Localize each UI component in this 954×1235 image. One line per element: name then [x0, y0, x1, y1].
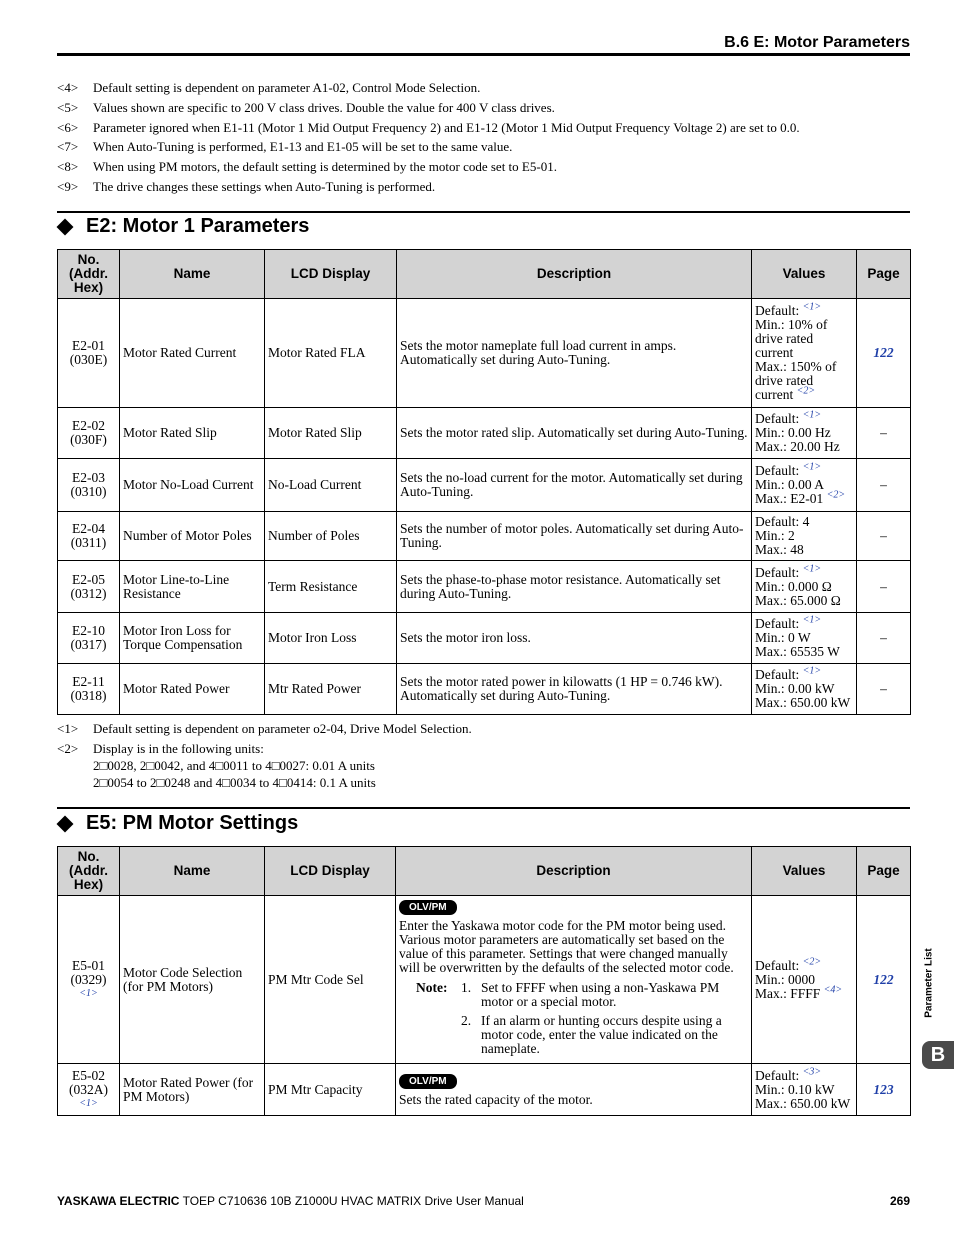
table-row — [58, 1064, 911, 1116]
side-tab[interactable] — [922, 938, 936, 1028]
diamond-bullet-icon — [57, 815, 74, 832]
param-page — [857, 1064, 911, 1116]
note-text: If an alarm or hunting occurs despite using a motor code, enter the value indicated on the nameplate. — [481, 1013, 722, 1056]
footnote-key: <1> — [57, 721, 79, 736]
param-values — [752, 1064, 857, 1116]
param-lcd: Motor Rated Slip — [265, 408, 397, 459]
param-page: – — [857, 512, 911, 561]
value-default: Default: — [755, 1067, 800, 1083]
e2-heading — [57, 215, 309, 238]
value-default: Default: — [755, 411, 800, 426]
footnote-text: Display is in the following units: — [93, 741, 264, 756]
param-description: Sets the phase-to-phase motor resistance. Automatically set during Auto-Tuning. — [397, 561, 752, 613]
note-num: 2. — [461, 1013, 472, 1028]
note-text: Set to FFFF when using a non-Yaskawa PM motor or a special motor. — [481, 980, 720, 1009]
footnote-text: 2□0054 to 2□0248 and 4□0034 to 4□0414: 0.1 A units — [93, 775, 376, 790]
value-min: Min.: 10% of drive rated current — [755, 317, 828, 360]
param-description: Sets the motor rated slip. Automatically set during Auto-Tuning. — [397, 408, 752, 459]
value-max: Max.: 650.00 kW — [755, 1095, 851, 1111]
col-name: Name — [120, 250, 265, 299]
param-name: Motor Rated Power — [120, 664, 265, 715]
page-link[interactable]: 122 — [873, 971, 894, 987]
param-description: Sets the motor nameplate full load current in amps. Automatically set during Auto-Tuning. — [397, 299, 752, 408]
footnote-ref-link[interactable]: <1> — [802, 301, 822, 313]
col-values: Values — [752, 250, 857, 299]
param-addr: (0329) — [70, 971, 107, 987]
param-no — [58, 299, 120, 408]
param-lcd: PM Mtr Capacity — [265, 1064, 396, 1116]
param-no — [58, 896, 120, 1064]
footnote — [57, 720, 917, 737]
footer-doc — [57, 1194, 524, 1208]
page-link[interactable]: 123 — [873, 1081, 894, 1097]
footnote — [57, 98, 917, 118]
param-code: E2-04 — [72, 521, 105, 536]
param-description — [396, 896, 752, 1064]
value-default: Default: — [755, 616, 800, 631]
table-row — [58, 613, 911, 664]
param-values — [752, 459, 857, 512]
param-addr: (030F) — [70, 432, 107, 447]
param-lcd: Motor Iron Loss — [265, 613, 397, 664]
footnote — [57, 740, 917, 791]
description-text: Sets the rated capacity of the motor. — [399, 1092, 593, 1107]
param-name: Motor Rated Slip — [120, 408, 265, 459]
value-default: Default: — [755, 667, 800, 682]
side-tab-label: Parameter List — [923, 948, 935, 1018]
param-name: Motor No-Load Current — [120, 459, 265, 512]
footnote-text: When using PM motors, the default setting is determined by the motor code set to E5-01. — [93, 159, 557, 175]
value-min: Min.: 0000 — [755, 971, 816, 987]
e2-table — [57, 249, 911, 715]
footnote-text: Default setting is dependent on parameter A1-02, Control Mode Selection. — [93, 80, 481, 95]
footnote-ref-link[interactable]: <1> — [802, 409, 822, 421]
value-default: Default: 4 — [755, 514, 810, 529]
param-lcd: PM Mtr Code Sel — [265, 896, 396, 1064]
param-addr: (0317) — [70, 637, 107, 652]
param-addr: (030E) — [69, 352, 108, 367]
footnote-key: <4> — [57, 80, 79, 95]
footnote-ref-link[interactable]: <2> — [802, 956, 822, 967]
footnotes-top — [57, 78, 917, 197]
footnote-ref-link[interactable]: <1> — [79, 987, 98, 999]
e5-heading-text: E5: PM Motor Settings — [86, 812, 299, 834]
param-values — [752, 408, 857, 459]
param-name: Motor Iron Loss for Torque Compensation — [120, 613, 265, 664]
footnote-ref-link[interactable]: <3> — [802, 1066, 822, 1077]
param-name: Motor Line-to-Line Resistance — [120, 561, 265, 613]
param-lcd: Number of Poles — [265, 512, 397, 561]
col-no: No. (Addr. Hex) — [58, 847, 120, 896]
param-lcd: No-Load Current — [265, 459, 397, 512]
param-lcd: Mtr Rated Power — [265, 664, 397, 715]
value-min: Min.: 0.00 Hz — [755, 425, 831, 440]
col-no: No. (Addr. Hex) — [58, 250, 120, 299]
description-text: Enter the Yaskawa motor code for the PM motor being used. Various motor parameters are automatically set based on the value of this parameter. Settings that were changed manually will be overwritten by the defaults of the selected motor code. — [399, 918, 734, 975]
footnote — [57, 177, 917, 197]
value-default: Default: — [755, 564, 800, 580]
col-name: Name — [120, 847, 265, 896]
footnote-key: <9> — [57, 178, 79, 194]
footnote-ref-link[interactable]: <2> — [826, 489, 846, 501]
param-name: Motor Rated Current — [120, 299, 265, 408]
header-rule — [57, 53, 910, 56]
e5-table — [57, 846, 911, 1116]
param-values — [752, 561, 857, 613]
param-page: – — [857, 561, 911, 613]
param-description — [396, 1064, 752, 1116]
col-description: Description — [396, 847, 752, 896]
footnote-ref-link[interactable]: <1> — [802, 665, 822, 677]
param-name: Number of Motor Poles — [120, 512, 265, 561]
param-description: Sets the no-load current for the motor. Automatically set during Auto-Tuning. — [397, 459, 752, 512]
value-max: Max.: 20.00 Hz — [755, 439, 840, 454]
param-addr: (0310) — [70, 484, 107, 499]
param-no — [58, 1064, 120, 1116]
param-description: Sets the motor iron loss. — [397, 613, 752, 664]
table-row — [58, 896, 911, 1064]
value-max: Max.: 650.00 kW — [755, 695, 851, 710]
note — [399, 981, 748, 1061]
col-lcd: LCD Display — [265, 847, 396, 896]
param-code: E2-01 — [72, 338, 105, 353]
page-link[interactable]: 122 — [873, 345, 894, 360]
param-code: E5-01 — [72, 957, 105, 973]
param-values — [752, 613, 857, 664]
param-addr: (0311) — [70, 535, 107, 550]
param-code: E2-03 — [72, 470, 105, 485]
section-rule — [57, 807, 910, 809]
value-max: Max.: E2-01 — [755, 491, 824, 506]
param-page: – — [857, 459, 911, 512]
footnote-text: Parameter ignored when E1-11 (Motor 1 Mid Output Frequency 2) and E1-12 (Motor 1 Mid Output Frequency Voltage 2) are set to 0.0. — [93, 119, 800, 135]
col-description: Description — [397, 250, 752, 299]
footnote — [57, 137, 917, 157]
param-values — [752, 512, 857, 561]
value-min: Min.: 0.10 kW — [755, 1081, 835, 1097]
footnote-ref-link[interactable]: <1> — [802, 614, 822, 626]
control-mode-badge: OLV/PM — [399, 1074, 457, 1089]
value-max: Max.: 65.000 Ω — [755, 592, 841, 608]
param-name: Motor Code Selection (for PM Motors) — [120, 896, 265, 1064]
table-row — [58, 408, 911, 459]
footnote-key: <8> — [57, 159, 79, 175]
value-min: Min.: 0.000 Ω — [755, 578, 832, 594]
footnote-ref-link[interactable]: <1> — [802, 461, 822, 473]
table-header-row — [58, 847, 911, 896]
param-no — [58, 664, 120, 715]
param-description: Sets the number of motor poles. Automatically set during Auto-Tuning. — [397, 512, 752, 561]
param-page: – — [857, 613, 911, 664]
footnote-key: <5> — [57, 99, 79, 115]
param-addr: (032A) — [69, 1081, 108, 1097]
value-default: Default: — [755, 957, 800, 973]
footnote-text: 2□0028, 2□0042, and 4□0011 to 4□0027: 0.01 A units — [93, 758, 375, 773]
control-mode-badge: OLV/PM — [399, 900, 457, 915]
footnote-key: <7> — [57, 139, 79, 155]
param-lcd: Motor Rated FLA — [265, 299, 397, 408]
value-default: Default: — [755, 463, 800, 478]
param-code: E2-11 — [72, 674, 105, 689]
col-page: Page — [857, 250, 911, 299]
param-name: Motor Rated Power (for PM Motors) — [120, 1064, 265, 1116]
footnote-text: Values shown are specific to 200 V class drives. Double the value for 400 V class drives. — [93, 99, 555, 115]
param-no — [58, 408, 120, 459]
table-row — [58, 459, 911, 512]
value-max: Max.: 48 — [755, 542, 804, 557]
note-item — [461, 1014, 748, 1056]
param-no — [58, 613, 120, 664]
param-no — [58, 561, 120, 613]
table-row — [58, 561, 911, 613]
param-code: E5-02 — [72, 1067, 105, 1083]
appendix-badge[interactable]: B — [922, 1041, 954, 1069]
value-min: Min.: 0.00 A — [755, 477, 825, 492]
param-values — [752, 896, 857, 1064]
param-page — [857, 896, 911, 1064]
param-page — [857, 299, 911, 408]
footnote-key: <6> — [57, 119, 79, 135]
param-addr: (0312) — [70, 585, 107, 601]
note-item — [461, 981, 748, 1009]
param-no — [58, 459, 120, 512]
section-title: B.6 E: Motor Parameters — [724, 34, 910, 51]
footnote-ref-link[interactable]: <1> — [802, 563, 822, 574]
value-max: Max.: FFFF — [755, 985, 821, 1001]
param-code: E2-05 — [72, 571, 105, 587]
value-min: Min.: 2 — [755, 528, 795, 543]
footnote-text: Default setting is dependent on parameter o2-04, Drive Model Selection. — [93, 721, 472, 736]
table-row — [58, 512, 911, 561]
param-addr: (0318) — [70, 688, 107, 703]
footnote — [57, 118, 917, 138]
footnote-ref-link[interactable]: <4> — [823, 984, 843, 995]
note-num: 1. — [461, 980, 472, 995]
footer-company: YASKAWA ELECTRIC — [57, 1194, 180, 1208]
table-row — [58, 299, 911, 408]
col-values: Values — [752, 847, 857, 896]
param-page: – — [857, 408, 911, 459]
param-code: E2-10 — [72, 623, 105, 638]
footnote — [57, 78, 917, 98]
param-description: Sets the motor rated power in kilowatts (1 HP = 0.746 kW). Automatically set during Auto-Tuning. — [397, 664, 752, 715]
footnote-key: <2> — [57, 741, 79, 756]
value-max: Max.: 150% of drive rated current — [755, 359, 837, 402]
value-default: Default: — [755, 303, 800, 318]
footnote-text: The drive changes these settings when Auto-Tuning is performed. — [93, 178, 436, 194]
col-page: Page — [857, 847, 911, 896]
note-label: Note: — [416, 980, 448, 995]
e2-heading-text: E2: Motor 1 Parameters — [86, 215, 310, 237]
e5-heading — [57, 812, 298, 835]
param-values — [752, 664, 857, 715]
param-no — [58, 512, 120, 561]
footnote-ref-link[interactable]: <2> — [796, 385, 816, 397]
value-min: Min.: 0.00 kW — [755, 681, 835, 696]
footnote — [57, 157, 917, 177]
param-code: E2-02 — [72, 418, 105, 433]
page-number: 269 — [889, 1194, 910, 1208]
footnote-ref-link[interactable]: <1> — [79, 1097, 98, 1109]
table-row — [58, 664, 911, 715]
value-min: Min.: 0 W — [755, 630, 811, 645]
footer-doc-title: TOEP C710636 10B Z1000U HVAC MATRIX Drive User Manual — [182, 1194, 524, 1208]
diamond-bullet-icon — [57, 218, 74, 235]
col-lcd: LCD Display — [265, 250, 397, 299]
section-rule — [57, 211, 910, 213]
param-values — [752, 299, 857, 408]
e2-footnotes — [57, 720, 917, 791]
param-page: – — [857, 664, 911, 715]
table-header-row — [58, 250, 911, 299]
param-lcd: Term Resistance — [265, 561, 397, 613]
value-max: Max.: 65535 W — [755, 644, 840, 659]
footnote-text: When Auto-Tuning is performed, E1-13 and E1-05 will be set to the same value. — [93, 139, 513, 155]
